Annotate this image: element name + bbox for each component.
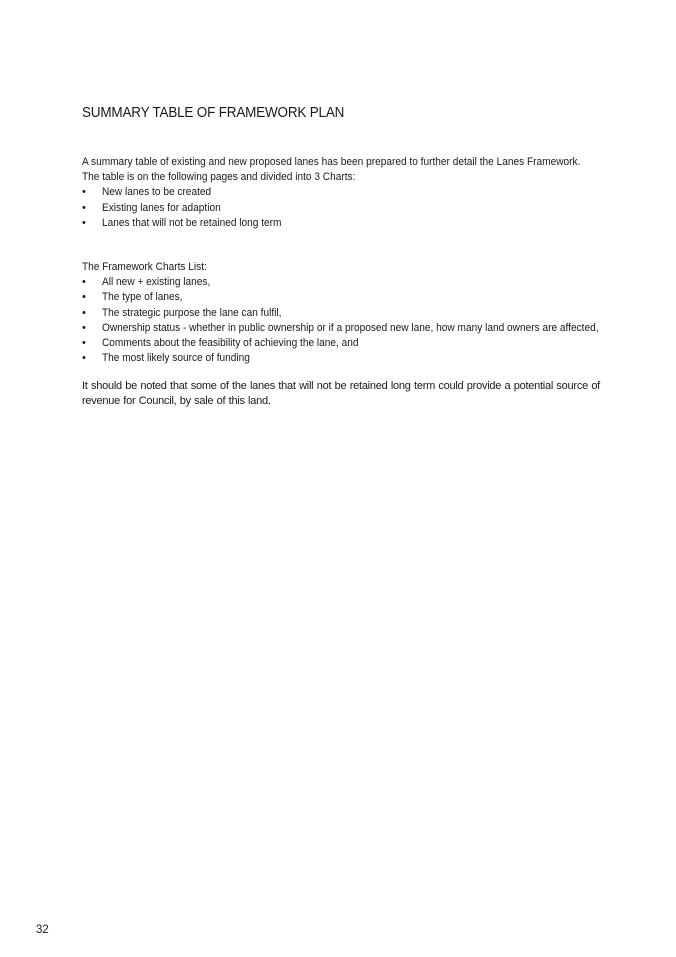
list-item: [82, 290, 602, 305]
list-item-text: All new + existing lanes,: [102, 276, 211, 289]
bullet-icon: •: [82, 186, 86, 199]
bullet-icon: •: [82, 201, 86, 214]
list-item-text: The strategic purpose the lane can fulfil,: [102, 306, 282, 319]
list-item: [82, 185, 602, 200]
list-item: [82, 216, 602, 231]
intro-section: [82, 155, 602, 231]
intro-line-1: A summary table of existing and new proposed lanes has been prepared to further detail the Lanes Framework.: [82, 156, 581, 168]
list-item-text: New lanes to be created: [102, 186, 212, 199]
intro-line-2: The table is on the following pages and divided into 3 Charts:: [82, 171, 356, 184]
list-item-text: Comments about the feasibility of achieving the lane, and: [102, 337, 359, 350]
list-item: [82, 321, 602, 336]
bullet-icon: •: [82, 352, 86, 365]
note-paragraph: It should be noted that some of the lanes that will not be retained long term could provide a potential source of revenue for Council, by sale of this land.: [82, 380, 600, 408]
list-item: [82, 351, 602, 366]
framework-charts-section: [82, 260, 602, 366]
framework-charts-bullet-list: [82, 275, 602, 366]
list-item: [82, 336, 602, 351]
page-number: 32: [36, 924, 49, 936]
list-item-text: The most likely source of funding: [102, 352, 250, 365]
bullet-icon: •: [82, 291, 86, 304]
bullet-icon: •: [82, 306, 86, 319]
note-section: [82, 379, 600, 409]
list-item-text: Existing lanes for adaption: [102, 201, 221, 214]
list-item-text: Lanes that will not be retained long term: [102, 216, 282, 229]
bullet-icon: •: [82, 216, 86, 229]
bullet-icon: •: [82, 337, 86, 350]
list-item-text: Ownership status - whether in public ownership or if a proposed new lane, how many land owners are affected,: [102, 321, 599, 334]
list-item: [82, 201, 602, 216]
bullet-icon: •: [82, 321, 86, 334]
list-item-text: The type of lanes,: [102, 291, 183, 304]
page-title: SUMMARY TABLE OF FRAMEWORK PLAN: [82, 105, 345, 121]
list-item: [82, 275, 602, 290]
list-item: [82, 306, 602, 321]
charts-heading: The Framework Charts List:: [82, 261, 207, 273]
charts-bullet-list: [82, 185, 602, 231]
bullet-icon: •: [82, 276, 86, 289]
